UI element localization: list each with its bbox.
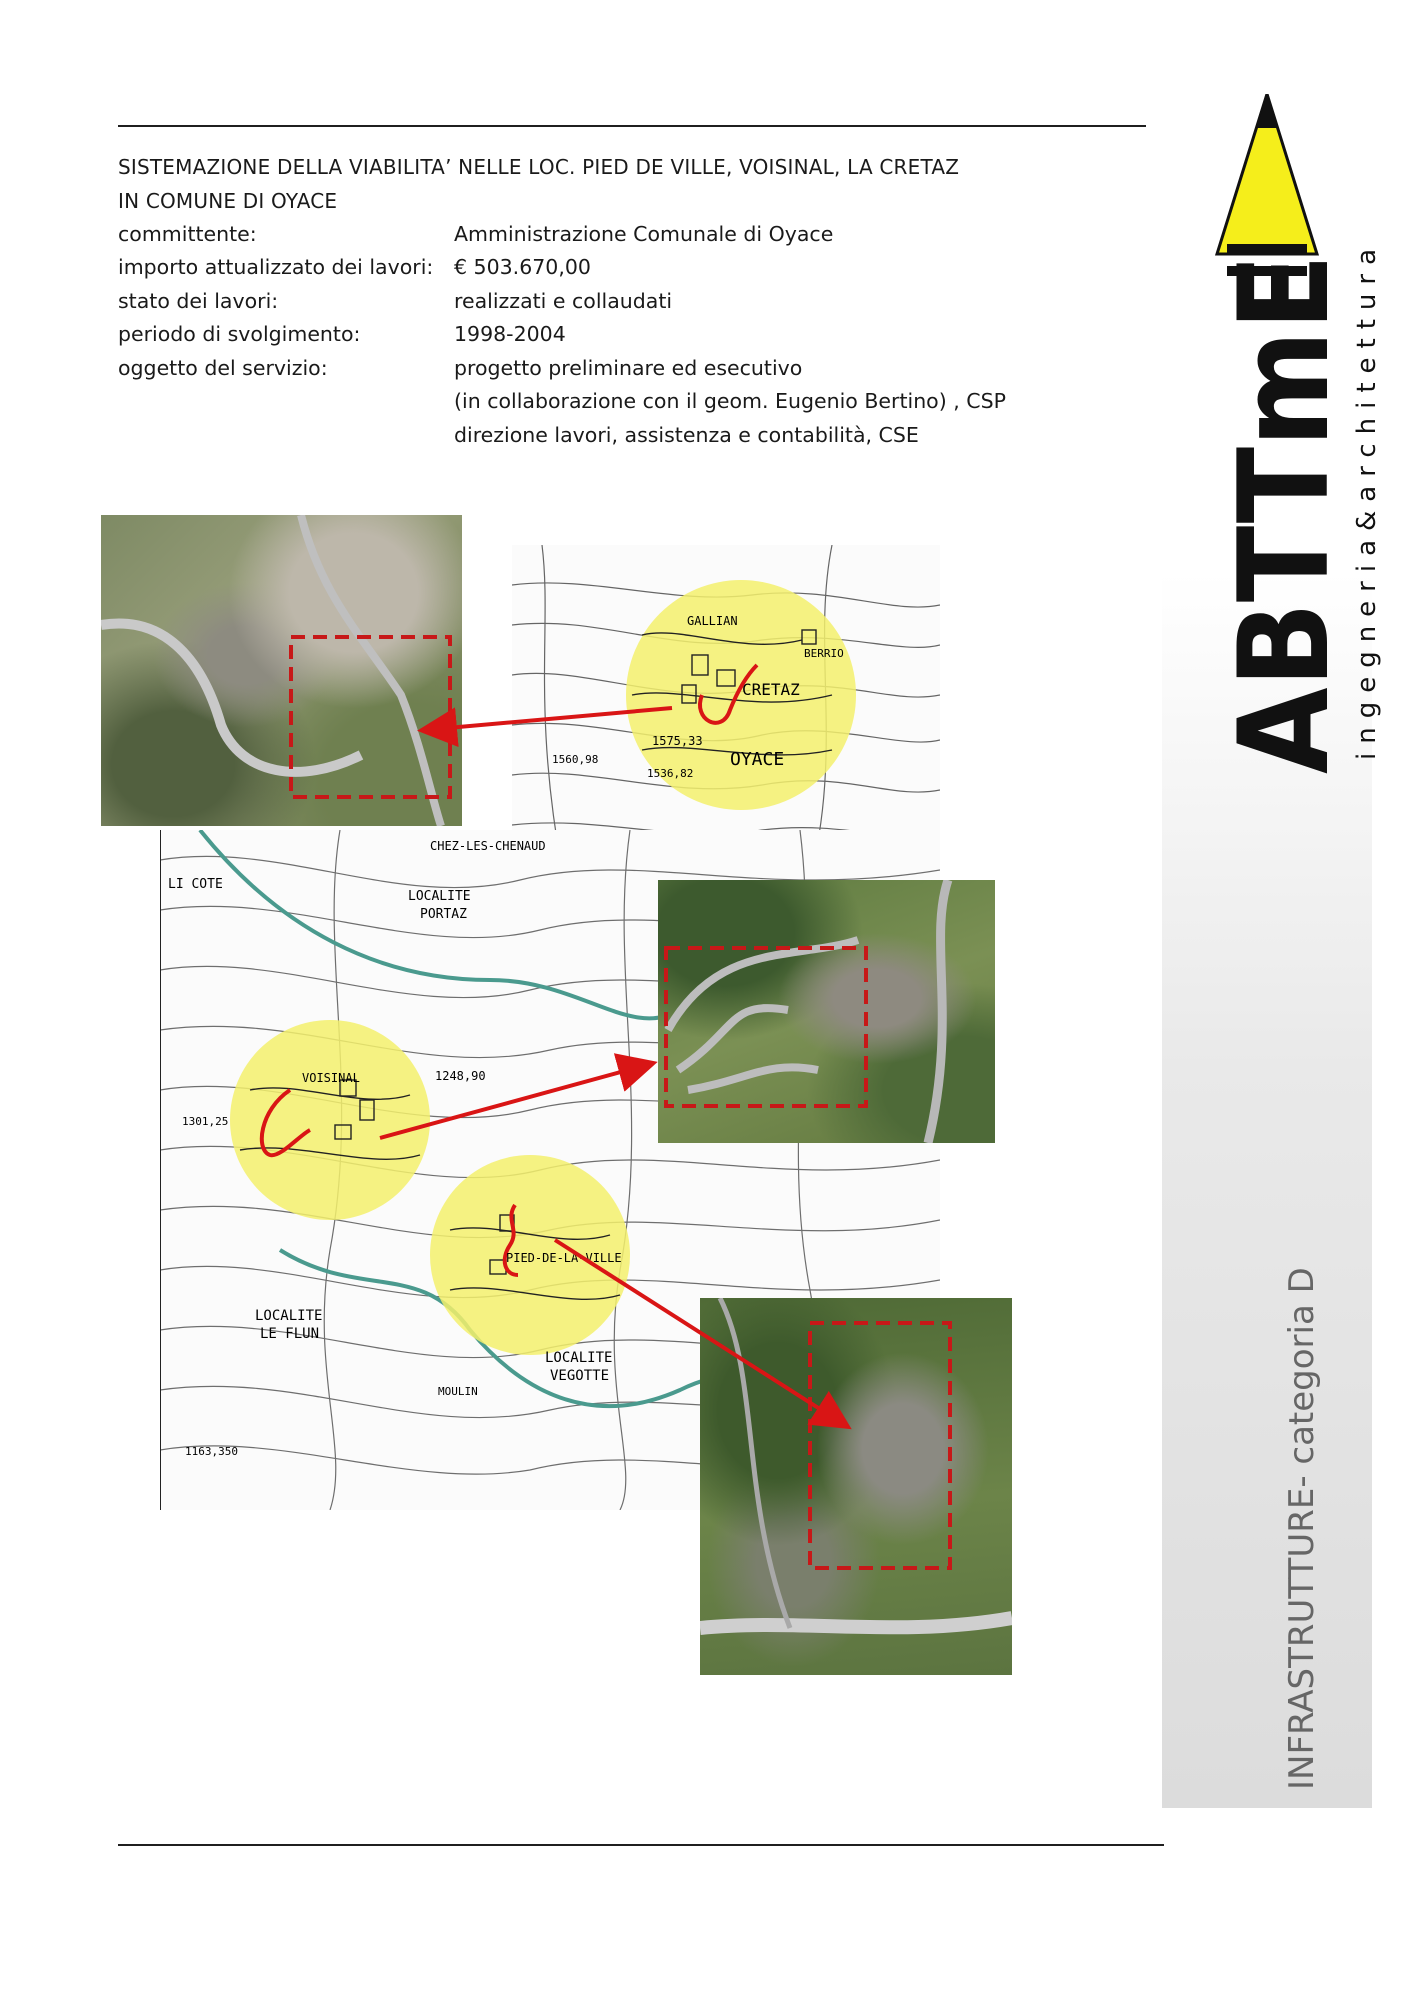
arrow-icon [380, 1064, 650, 1138]
map-label: MOULIN [438, 1385, 478, 1398]
project-title-location: IN COMUNE DI OYACE [118, 189, 338, 213]
map-label: 1248,90 [435, 1069, 486, 1083]
info-label: committente: [118, 222, 257, 246]
info-value: (in collaborazione con il geom. Eugenio Bertino) , CSP [454, 389, 1006, 413]
map-label: CRETAZ [742, 680, 800, 699]
info-value: progetto preliminare ed esecutivo [454, 356, 803, 380]
map-label: 1575,33 [652, 734, 703, 748]
map-label: 1163,350 [185, 1445, 238, 1458]
map-label: LE FLUN [260, 1326, 320, 1342]
arrow-icon [425, 708, 672, 730]
project-title: SISTEMAZIONE DELLA VIABILITA’ NELLE LOC. PIED DE VILLE, VOISINAL, LA CRETAZ [118, 155, 960, 179]
map-label: PORTAZ [420, 907, 467, 922]
map-label: BERRIO [804, 647, 844, 660]
info-value: realizzati e collaudati [454, 289, 673, 313]
map-label: OYACE [730, 749, 785, 770]
footer-rule [118, 1844, 1164, 1846]
map-label: LOCALITE [255, 1308, 323, 1324]
arrow-icon [555, 1240, 845, 1425]
info-label: oggetto del servizio: [118, 356, 328, 380]
map-label: CHEZ-LES-CHENAUD [430, 839, 546, 853]
map-label: GALLIAN [687, 614, 738, 628]
map-label: PIED-DE-LA-VILLE [506, 1251, 622, 1265]
logo-text: ABTTmE [1213, 197, 1357, 774]
info-value: Amministrazione Comunale di Oyace [454, 222, 834, 246]
info-label: importo attualizzato dei lavori: [118, 255, 434, 279]
map-label: VOISINAL [302, 1071, 360, 1085]
category-label: INFRASTRUTTURE- categoria D [1282, 1267, 1322, 1790]
info-label: periodo di svolgimento: [118, 322, 361, 346]
info-label: stato dei lavori: [118, 289, 279, 313]
info-value: € 503.670,00 [454, 255, 591, 279]
map-label: 1560,98 [552, 753, 599, 766]
map-label: LOCALITE [545, 1350, 613, 1366]
map-label: 1301,25 [182, 1115, 229, 1128]
logo-tagline: ingegneria&architettura [1352, 239, 1382, 760]
company-logo [1205, 94, 1375, 774]
map-label: LI COTE [168, 877, 223, 892]
map-label: 1536,82 [647, 767, 694, 780]
info-value: direzione lavori, assistenza e contabilità, CSE [454, 423, 919, 447]
map-label: LOCALITE [408, 889, 471, 904]
info-value: 1998-2004 [454, 322, 566, 346]
map-label: VEGOTTE [550, 1368, 610, 1384]
